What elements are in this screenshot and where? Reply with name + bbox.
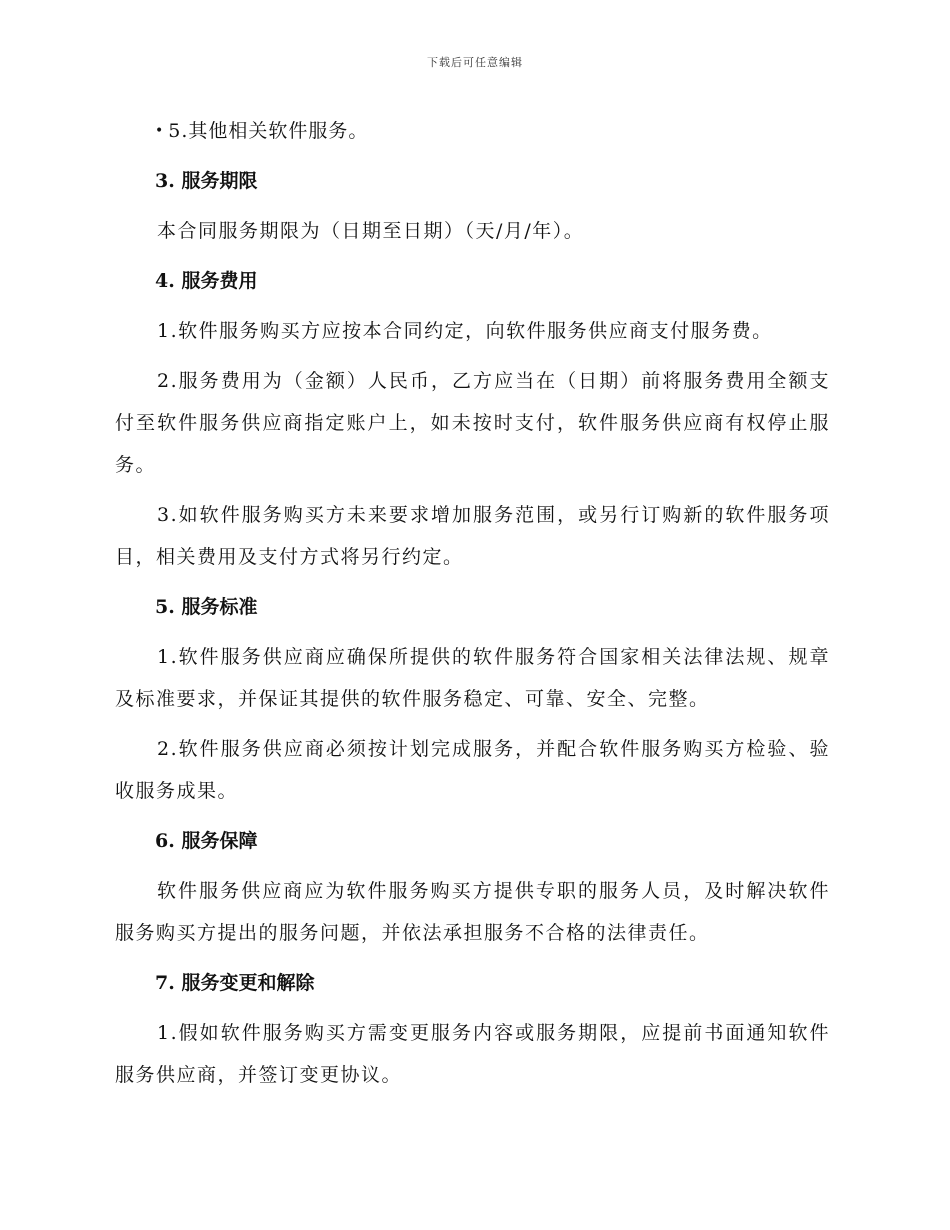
list-item [155, 110, 830, 152]
paragraph: 1.软件服务购买方应按本合同约定，向软件服务供应商支付服务费。 [157, 320, 773, 342]
section-heading-standards: 5. 服务标准 [155, 596, 258, 618]
bullet-icon: • [155, 123, 165, 139]
paragraph: 2.软件服务供应商必须按计划完成服务，并配合软件服务购买方检验、验收服务成果。 [115, 738, 830, 802]
page-header: 下载后可任意编辑 [427, 56, 523, 69]
section-heading-fees: 4. 服务费用 [155, 270, 258, 292]
paragraph: 1.假如软件服务购买方需变更服务内容或服务期限，应提前书面通知软件服务供应商，并签订变更协议。 [115, 1022, 830, 1086]
section-heading-change: 7. 服务变更和解除 [155, 972, 315, 994]
paragraph: 1.软件服务供应商应确保所提供的软件服务符合国家相关法律法规、规章及标准要求，并保证其提供的软件服务稳定、可靠、安全、完整。 [115, 646, 830, 710]
document-body [115, 110, 830, 1096]
paragraph: 3.如软件服务购买方未来要求增加服务范围，或另行订购新的软件服务项目，相关费用及支付方式将另行约定。 [115, 504, 830, 568]
paragraph: 本合同服务期限为（日期至日期）（天/月/年）。 [157, 220, 585, 242]
section-heading-guarantee: 6. 服务保障 [155, 830, 258, 852]
list-item-text: 5.其他相关软件服务。 [168, 120, 369, 142]
paragraph: 软件服务供应商应为软件服务购买方提供专职的服务人员，及时解决软件服务购买方提出的服务问题，并依法承担服务不合格的法律责任。 [115, 880, 830, 944]
paragraph: 2.服务费用为（金额）人民币，乙方应当在（日期）前将服务费用全额支付至软件服务供应商指定账户上，如未按时支付，软件服务供应商有权停止服务。 [115, 370, 830, 476]
section-heading-term: 3. 服务期限 [155, 170, 258, 192]
